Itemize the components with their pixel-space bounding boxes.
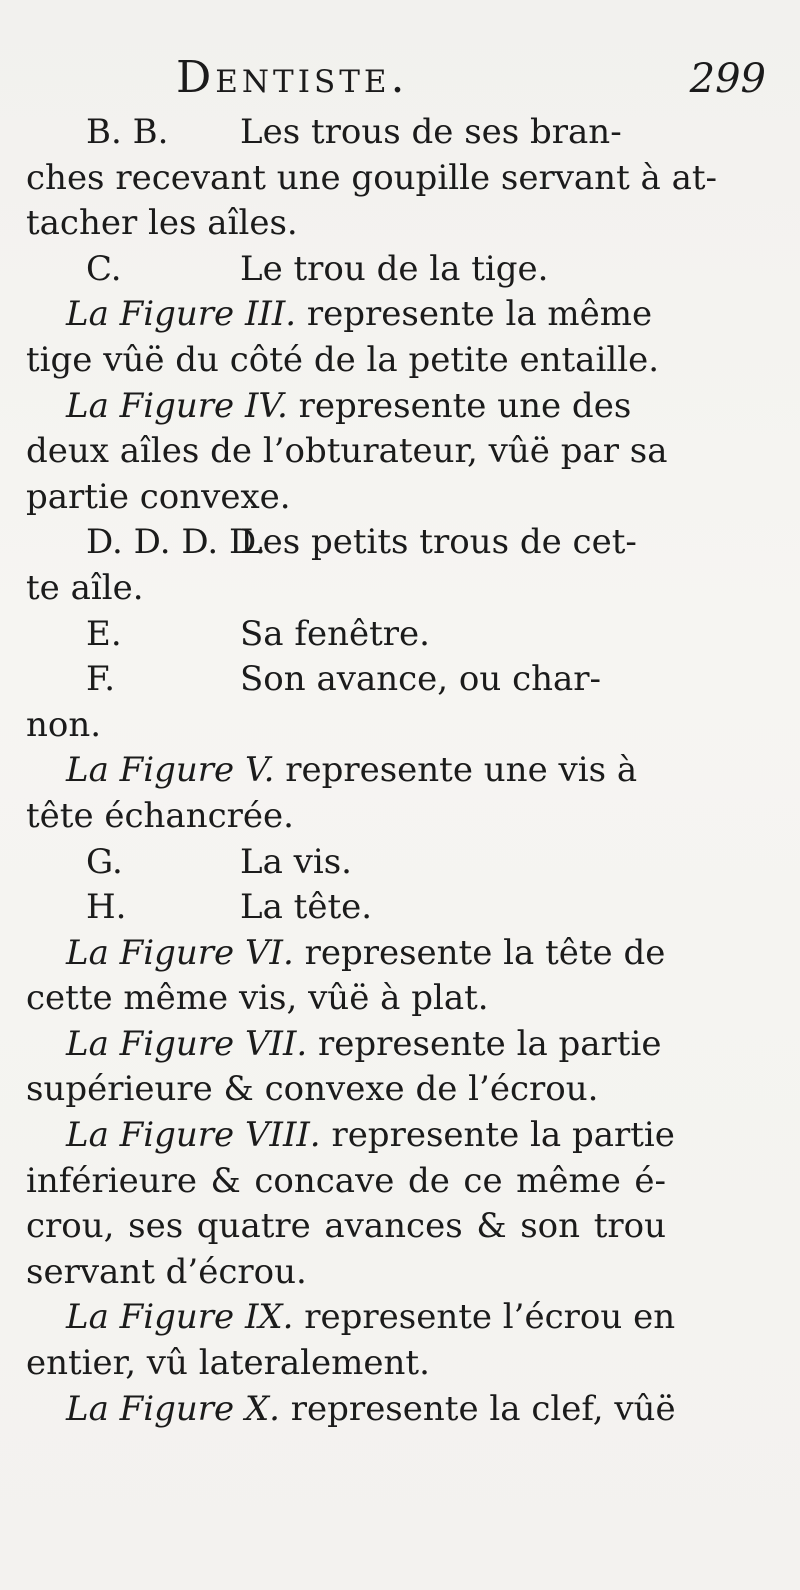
text-line bbox=[26, 840, 666, 886]
legend-desc: La vis. bbox=[240, 841, 352, 882]
legend-desc: Les trous de ses bran- bbox=[240, 112, 622, 152]
legend-key: G. bbox=[86, 841, 123, 882]
figure-caption: represente la partie bbox=[331, 1115, 675, 1156]
figure-reference: La Figure VI. bbox=[66, 932, 294, 973]
legend-key: D. D. D. D. bbox=[86, 522, 266, 563]
text-line bbox=[26, 247, 666, 293]
running-head: Dentiste. bbox=[176, 52, 409, 103]
legend-key: F. bbox=[86, 659, 116, 700]
text-line: ches recevant une goupille servant à at- bbox=[26, 157, 718, 198]
text-line bbox=[26, 931, 666, 977]
legend-key: C. bbox=[86, 248, 122, 289]
figure-caption: represente une des bbox=[298, 385, 632, 426]
text-line: servant d’écrou. bbox=[26, 1251, 307, 1292]
text-line bbox=[26, 520, 666, 566]
text-line: entier, vû lateralement. bbox=[26, 1343, 430, 1384]
figure-reference: La Figure V. bbox=[66, 750, 275, 791]
legend-key: B. B. bbox=[86, 112, 169, 152]
text-line: crou, ses quatre avances & son trou bbox=[26, 1206, 666, 1247]
body-text bbox=[26, 110, 718, 1432]
text-line bbox=[26, 1113, 675, 1159]
legend-desc: Son avance, ou char- bbox=[240, 659, 602, 700]
figure-caption: represente l’écrou en bbox=[304, 1297, 676, 1338]
text-line: cette même vis, vûë à plat. bbox=[26, 978, 489, 1019]
legend-key: H. bbox=[86, 887, 127, 928]
text-line: non. bbox=[26, 704, 102, 745]
text-line bbox=[26, 292, 666, 338]
figure-caption: represente la partie bbox=[318, 1023, 662, 1064]
text-line: tige vûë du côté de la petite entaille. bbox=[26, 339, 660, 380]
text-line bbox=[26, 748, 666, 794]
text-line bbox=[26, 1387, 676, 1433]
page-number: 299 bbox=[689, 56, 766, 102]
figure-caption: represente la tête de bbox=[304, 932, 666, 973]
figure-reference: La Figure X. bbox=[66, 1388, 280, 1429]
text-line bbox=[26, 657, 666, 703]
figure-caption: represente la clef, vûë bbox=[290, 1388, 676, 1429]
figure-reference: La Figure VIII. bbox=[66, 1115, 321, 1156]
figure-caption: represente une vis à bbox=[285, 750, 638, 791]
text-line: deux aîles de l’obturateur, vûë par sa bbox=[26, 431, 668, 472]
text-line: tête échancrée. bbox=[26, 795, 294, 836]
figure-reference: La Figure III. bbox=[66, 294, 297, 335]
text-line bbox=[26, 384, 666, 430]
text-line: inférieure & concave de ce même é- bbox=[26, 1160, 666, 1201]
legend-desc: Les petits trous de cet- bbox=[240, 522, 637, 563]
legend-key: E. bbox=[86, 613, 122, 654]
figure-reference: La Figure IX. bbox=[66, 1297, 294, 1338]
text-line bbox=[26, 1022, 666, 1068]
figure-reference: La Figure VII. bbox=[66, 1023, 308, 1064]
figure-reference: La Figure IV. bbox=[66, 385, 288, 426]
text-line bbox=[26, 612, 666, 658]
text-line bbox=[26, 885, 666, 931]
text-line: partie convexe. bbox=[26, 476, 291, 517]
legend-desc: Le trou de la tige. bbox=[240, 248, 549, 289]
text-line: te aîle. bbox=[26, 567, 144, 608]
text-line bbox=[26, 1295, 676, 1341]
text-line bbox=[26, 110, 666, 156]
figure-caption: represente la même bbox=[306, 294, 653, 335]
text-line: tacher les aîles. bbox=[26, 203, 298, 244]
legend-desc: La tête. bbox=[240, 887, 373, 928]
legend-desc: Sa fenêtre. bbox=[240, 613, 430, 654]
text-line: supérieure & convexe de l’écrou. bbox=[26, 1069, 599, 1110]
page-header bbox=[26, 52, 766, 112]
